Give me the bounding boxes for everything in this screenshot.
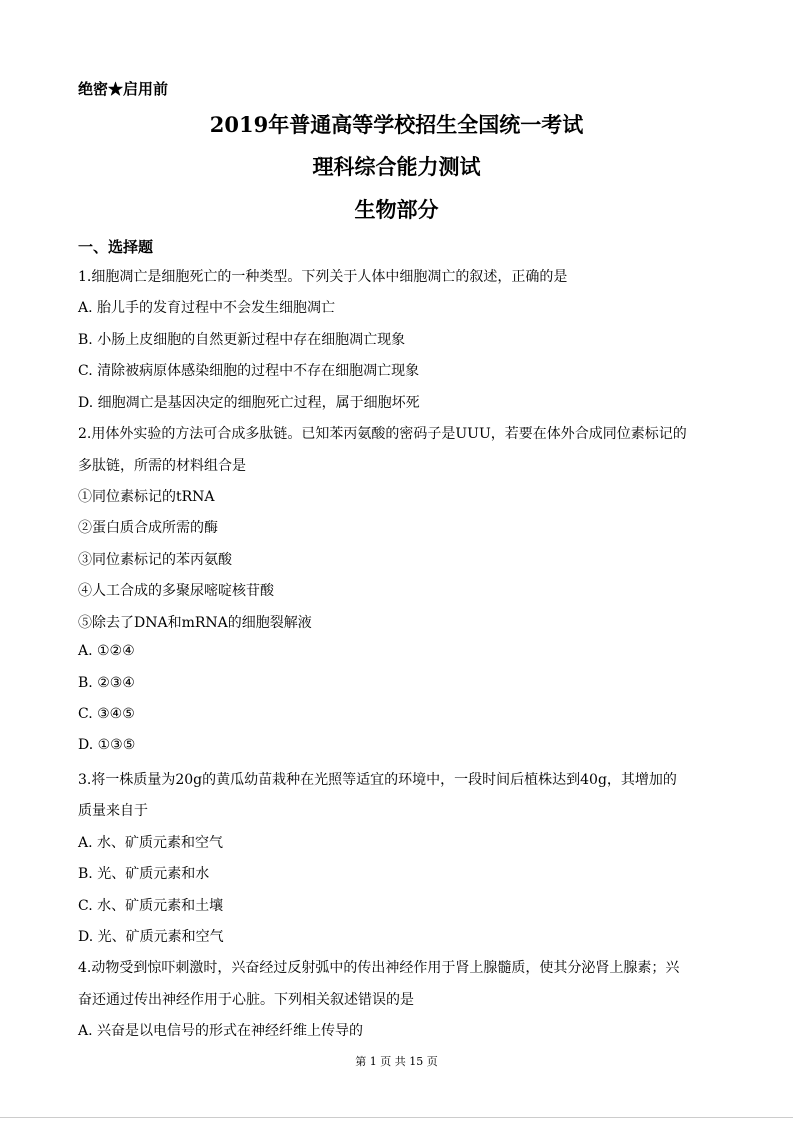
question-2-stem-cont: 多肽链，所需的材料组合是 bbox=[78, 458, 246, 474]
question-3-stem: 3.将一株质量为20g的黄瓜幼苗栽种在光照等适宜的环境中，一段时间后植株达到40g，其增加的 bbox=[78, 772, 677, 788]
secret-label: 绝密★启用前 bbox=[78, 80, 169, 98]
q2-option-b: B. ②③④ bbox=[78, 675, 135, 691]
question-4-stem: 4.动物受到惊吓刺激时，兴奋经过反射弧中的传出神经作用于肾上腺髓质，使其分泌肾上腺素；兴 bbox=[78, 960, 680, 976]
exam-title: 2019年普通高等学校招生全国统一考试 bbox=[209, 112, 584, 137]
q4-option-a: A. 兴奋是以电信号的形式在神经纤维上传导的 bbox=[78, 1023, 364, 1039]
q3-option-b: B. 光、矿质元素和水 bbox=[78, 866, 210, 882]
exam-subtitle: 理科综合能力测试 bbox=[312, 154, 481, 179]
q2-option-c: C. ③④⑤ bbox=[78, 706, 135, 722]
q1-option-d: D. 细胞凋亡是基因决定的细胞死亡过程，属于细胞坏死 bbox=[78, 395, 420, 411]
question-3-stem-cont: 质量来自于 bbox=[78, 803, 148, 819]
question-4-stem-cont: 奋还通过传出神经作用于心脏。下列相关叙述错误的是 bbox=[78, 992, 414, 1008]
q3-option-c: C. 水、矿质元素和土壤 bbox=[78, 898, 224, 914]
q2-option-a: A. ①②④ bbox=[78, 643, 135, 659]
section-heading: 一、选择题 bbox=[78, 238, 154, 256]
bottom-divider bbox=[0, 1117, 793, 1118]
q2-material-5: ⑤除去了DNA和mRNA的细胞裂解液 bbox=[78, 615, 312, 631]
q3-option-d: D. 光、矿质元素和空气 bbox=[78, 929, 224, 945]
q2-option-d: D. ①③⑤ bbox=[78, 737, 136, 753]
page-footer: 第 1 页 共 15 页 bbox=[355, 1055, 438, 1068]
q2-material-4: ④人工合成的多聚尿嘧啶核苷酸 bbox=[78, 583, 274, 599]
q3-option-a: A. 水、矿质元素和空气 bbox=[78, 835, 224, 851]
question-2-stem: 2.用体外实验的方法可合成多肽链。已知苯丙氨酸的密码子是UUU，若要在体外合成同位素标记的 bbox=[78, 426, 687, 442]
q2-material-3: ③同位素标记的苯丙氨酸 bbox=[78, 552, 232, 568]
q1-option-b: B. 小肠上皮细胞的自然更新过程中存在细胞凋亡现象 bbox=[78, 332, 406, 348]
q2-material-2: ②蛋白质合成所需的酶 bbox=[78, 520, 218, 536]
question-1-stem: 1.细胞凋亡是细胞死亡的一种类型。下列关于人体中细胞凋亡的叙述，正确的是 bbox=[78, 269, 568, 285]
q1-option-c: C. 清除被病原体感染细胞的过程中不存在细胞凋亡现象 bbox=[78, 363, 420, 379]
exam-part: 生物部分 bbox=[354, 197, 439, 222]
q1-option-a: A. 胎儿手的发育过程中不会发生细胞凋亡 bbox=[78, 300, 336, 316]
q2-material-1: ①同位素标记的tRNA bbox=[78, 489, 215, 505]
